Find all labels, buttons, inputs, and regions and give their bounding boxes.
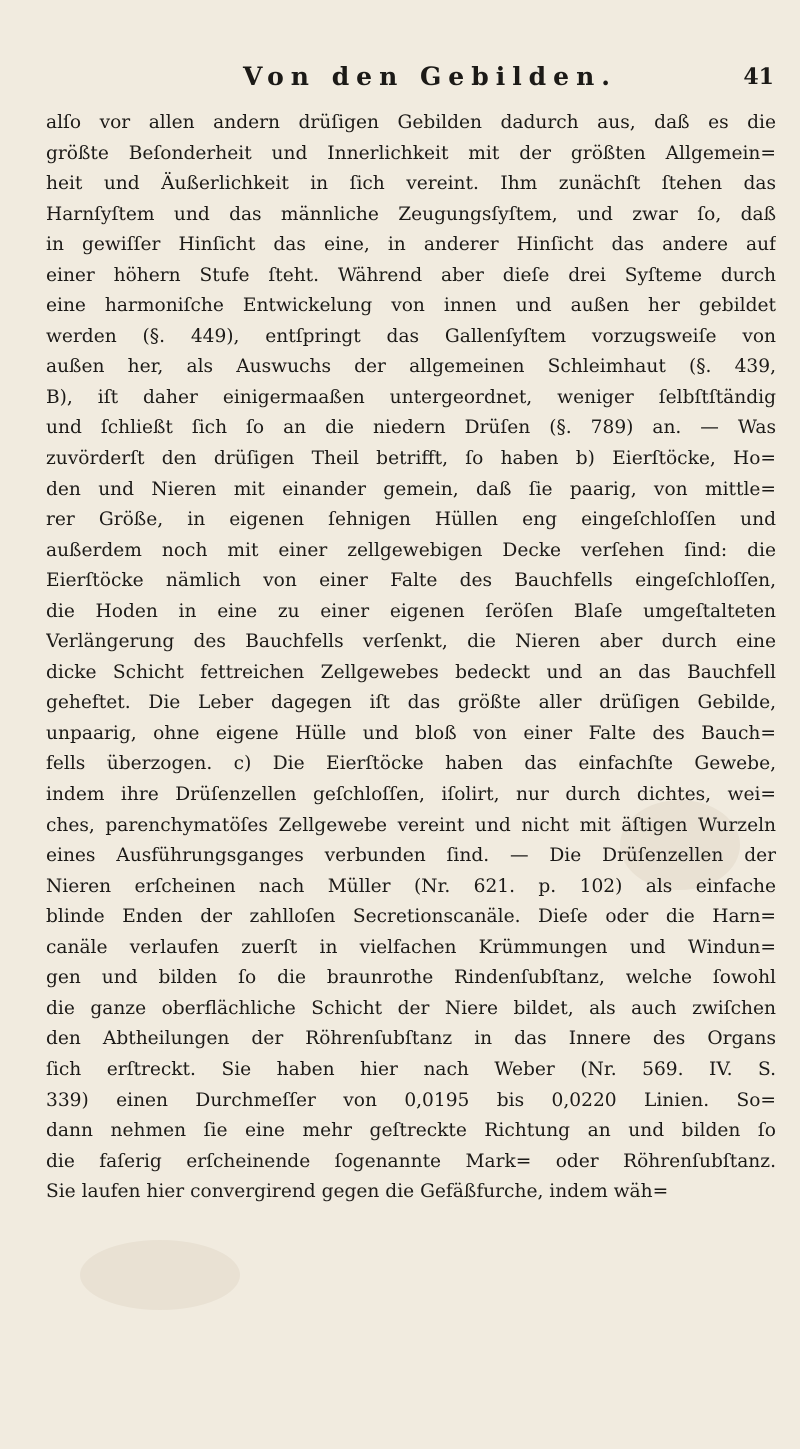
body-text <box>46 108 776 1208</box>
text-line: blinde Enden der zahlloſen Secretionscanäle. Dieſe oder die Harn= <box>46 906 776 928</box>
text-line: rer Größe, in eigenen ſehnigen Hüllen eng eingeſchloſſen und <box>46 509 776 531</box>
text-line: Harnſyſtem und das männliche Zeugungsſyſtem, und zwar ſo, daß <box>46 203 776 225</box>
text-line: einer höhern Stufe ſteht. Während aber dieſe drei Syſteme durch <box>46 264 776 286</box>
text-line: geheftet. Die Leber dagegen iſt das größte aller drüſigen Gebilde, <box>46 692 776 714</box>
text-line: den Abtheilungen der Röhrenſubſtanz in das Innere des Organs <box>46 1028 776 1050</box>
text-line: werden (§. 449), entſpringt das Gallenſyſtem vorzugsweiſe von <box>46 325 776 347</box>
text-line: in gewiſſer Hinſicht das eine, in anderer Hinſicht das andere auf <box>46 234 776 256</box>
text-line: außen her, als Auswuchs der allgemeinen Schleimhaut (§. 439, <box>46 356 776 378</box>
text-line: ſich erſtreckt. Sie haben hier nach Weber (Nr. 569. IV. S. <box>46 1058 776 1080</box>
paper-stain <box>80 1240 240 1310</box>
text-line: und ſchließt ſich ſo an die niedern Drüſen (§. 789) an. — Was <box>46 417 776 439</box>
text-line: dann nehmen ſie eine mehr geſtreckte Richtung an und bilden ſo <box>46 1120 776 1142</box>
text-line: eines Ausführungsganges verbunden ſind. — Die Drüſenzellen der <box>46 845 776 867</box>
text-line: unpaarig, ohne eigene Hülle und bloß von einer Falte des Bauch= <box>46 722 776 744</box>
text-line: größte Beſonderheit und Innerlichkeit mit der größten Allgemein= <box>46 142 776 164</box>
text-line: Sie laufen hier convergirend gegen die Gefäßfurche, indem wäh= <box>46 1181 669 1203</box>
text-line: außerdem noch mit einer zellgewebigen Decke verſehen ſind: die <box>46 539 776 561</box>
text-line: eine harmoniſche Entwickelung von innen und außen her gebildet <box>46 295 776 317</box>
text-line: den und Nieren mit einander gemein, daß ſie paarig, von mittle= <box>46 478 776 500</box>
text-line: heit und Äußerlichkeit in ſich vereint. Ihm zunächſt ſtehen das <box>46 173 776 195</box>
text-line: gen und bilden ſo die braunrothe Rindenſubſtanz, welche ſowohl <box>46 967 776 989</box>
text-line: canäle verlaufen zuerſt in vielfachen Krümmungen und Windun= <box>46 936 776 958</box>
text-line: zuvörderſt den drüſigen Theil betrifft, ſo haben b) Eierſtöcke, Ho= <box>46 448 776 470</box>
text-line: Verlängerung des Bauchfells verſenkt, die Nieren aber durch eine <box>46 631 776 653</box>
text-line: die faſerig erſcheinende ſogenannte Mark= oder Röhrenſubſtanz. <box>46 1150 776 1172</box>
text-line: fells überzogen. c) Die Eierſtöcke haben das einfachſte Gewebe, <box>46 753 776 775</box>
text-line: B), iſt daher einigermaaßen untergeordnet, weniger ſelbſtſtändig <box>46 386 776 408</box>
running-header <box>0 50 800 90</box>
text-line: Eierſtöcke nämlich von einer Falte des Bauchfells eingeſchloſſen, <box>46 570 776 592</box>
text-line: die Hoden in eine zu einer eigenen ſeröſen Blaſe umgeſtalteten <box>46 600 776 622</box>
text-line: alſo vor allen andern drüſigen Gebilden dadurch aus, daß es die <box>46 112 776 133</box>
text-line: Nieren erſcheinen nach Müller (Nr. 621. p. 102) als einfache <box>46 875 776 897</box>
text-line: dicke Schicht fettreichen Zellgewebes bedeckt und an das Bauchfell <box>46 661 776 683</box>
page-number: 41 <box>743 64 774 90</box>
running-head-title: Von den Gebilden. <box>243 62 617 91</box>
text-line: die ganze oberflächliche Schicht der Niere bildet, als auch zwiſchen <box>46 997 776 1019</box>
text-line: 339) einen Durchmeſſer von 0,0195 bis 0,0220 Linien. So= <box>46 1089 776 1111</box>
text-line: ches, parenchymatöſes Zellgewebe vereint und nicht mit äſtigen Wurzeln <box>46 814 776 836</box>
text-line: indem ihre Drüſenzellen geſchloſſen, iſolirt, nur durch dichtes, wei= <box>46 784 776 806</box>
